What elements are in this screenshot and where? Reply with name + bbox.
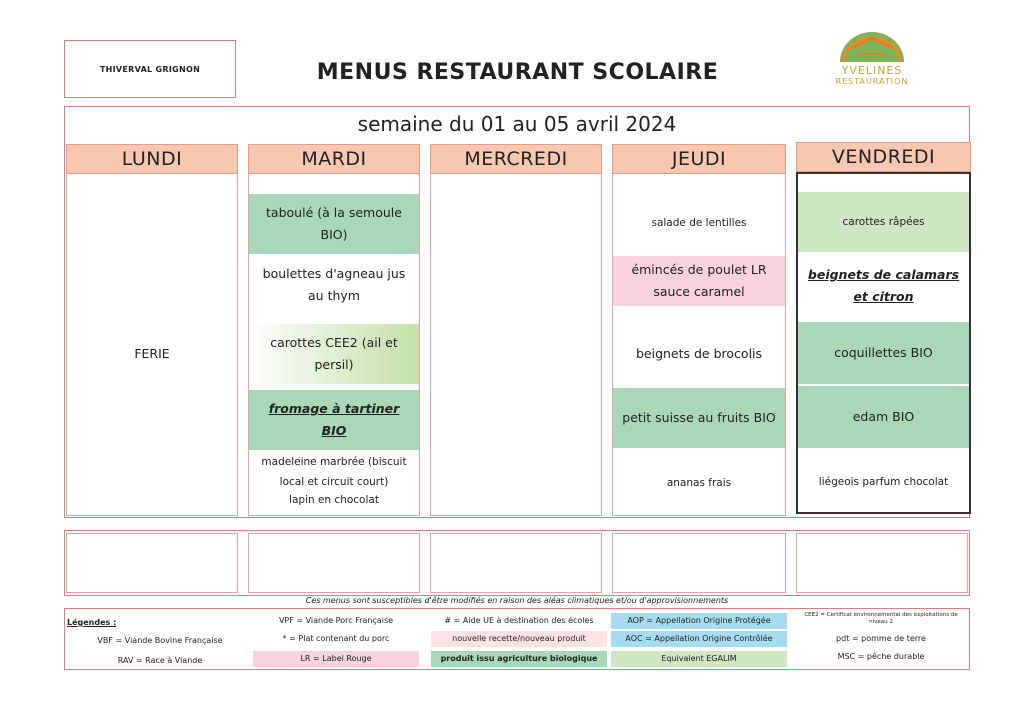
lundi-ferie: FERIE [134,346,170,361]
school-name: THIVERVAL GRIGNON [99,64,201,74]
legend-aop: AOP = Appellation Origine Protégée [611,613,787,629]
mardi-legume: carottes CEE2 (ail et persil) [249,324,419,384]
legend-msc: MSC = pêche durable [837,652,925,661]
vendredi-entree: carottes râpées [798,192,969,252]
day-header-mardi: MARDI [248,144,420,174]
legend-nouvelle: nouvelle recette/nouveau produit [431,631,607,647]
extra-cell-mercredi [430,533,602,593]
yvelines-restauration-logo [822,28,922,92]
vendredi-plat: beignets de calamars et citron [807,267,960,304]
vendredi-feculent: coquillettes BIO [798,322,969,384]
legend-pdt: pdt = pomme de terre [836,634,926,643]
mardi-plat: boulettes d'agneau jus au thym [262,266,406,303]
legend-title: Légendes : [67,618,117,627]
legend-bio: produit issu agriculture biologique [431,651,607,667]
mardi-entree: taboulé (à la semoule BIO) [249,194,419,254]
week-title: semaine du 01 au 05 avril 2024 [357,112,677,136]
page-title: MENUS RESTAURANT SCOLAIRE [316,60,719,85]
mardi-fromage: fromage à tartiner BIO [249,390,419,450]
legend-lr: LR = Label Rouge [253,651,419,667]
column-mercredi [430,144,602,516]
day-header-vendredi: VENDREDI [796,142,971,172]
extra-cell-vendredi [796,533,968,593]
logo-icon [822,28,922,64]
extra-cell-lundi [66,533,238,593]
legend-cee2: CEE2 = Certificat environnemental des exploitations de niveau 2 [804,612,958,625]
legend-aoc: AOC = Appellation Origine Contrôlée [611,631,787,647]
legend-aide: # = Aide UE à destination des écoles [444,616,594,625]
jeudi-dessert: ananas frais [666,477,732,489]
jeudi-laitage: petit suisse au fruits BIO [613,388,785,448]
vendredi-dessert: liégeois parfum chocolat [818,476,949,488]
legend-porc: * = Plat contenant du porc [282,634,390,643]
mardi-dessert: madeleine marbrée (biscuit local et circuit court) [261,456,407,488]
legend-vbf: VBF = Viande Bovine Française [97,636,223,645]
vendredi-fromage: edam BIO [798,386,969,448]
mardi-extra: lapin en chocolat [289,494,379,506]
school-name-box [64,40,236,98]
day-header-jeudi: JEUDI [612,144,786,174]
disclaimer-note: Ces menus sont susceptibles d'être modifiés en raison des aléas climatiques et/ou d'approvisionnements [305,596,729,605]
legend-vpf: VPF = Viande Porc Française [278,616,394,625]
logo-line2: RESTAURATION [835,77,909,86]
logo-line1: YVELINES [841,64,903,77]
extra-cell-mardi [248,533,420,593]
day-header-lundi: LUNDI [66,144,238,174]
extra-cell-jeudi [612,533,786,593]
jeudi-legume: beignets de brocolis [635,346,763,361]
jeudi-plat: émincés de poulet LR sauce caramel [613,256,785,306]
legend-egalim: Equivalent EGALIM [611,651,787,667]
jeudi-entree: salade de lentilles [651,217,747,229]
day-header-mercredi: MERCREDI [430,144,602,174]
legend-rav: RAV = Race à Viande [117,656,203,665]
legend-box [64,608,970,670]
